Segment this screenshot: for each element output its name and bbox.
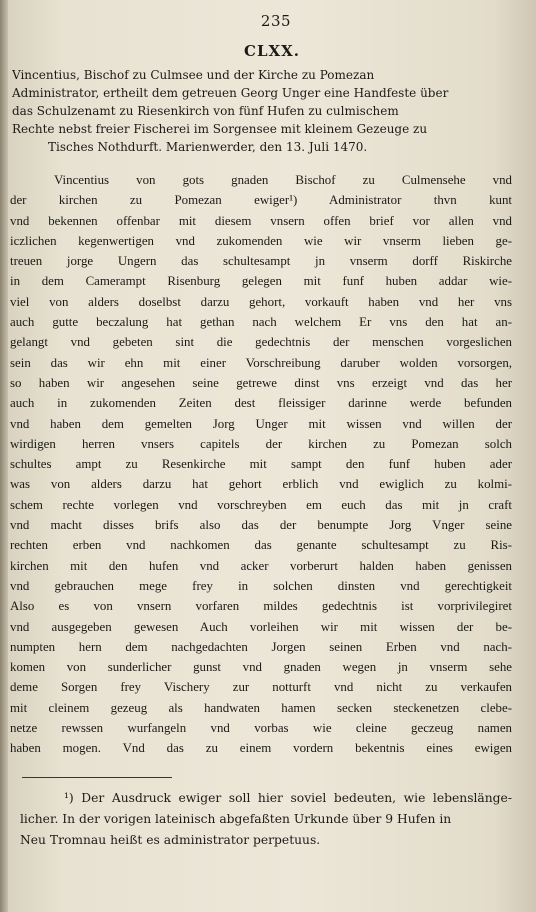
footnote xyxy=(10,788,512,851)
document-number: CLXX. xyxy=(244,42,300,60)
footnote-line: ¹) Der Ausdruck ewiger soll hier soviel bedeuten, wie lebenslänge- xyxy=(64,790,512,805)
footnote-line: Neu Tromnau heißt es administrator perpetuus. xyxy=(20,832,321,847)
charter-line: vnd gebrauchen mege frey in solchen dinsten vnd gerechtigkeit xyxy=(10,578,512,593)
summary-line: Tisches Nothdurft. Marienwerder, den 13. Juli 1470. xyxy=(48,140,368,154)
charter-line: der kirchen zu Pomezan ewiger¹) Administrator thvn kunt xyxy=(10,193,512,208)
summary-line: Administrator, ertheilt dem getreuen Georg Unger eine Handfeste über xyxy=(12,86,449,100)
charter-line: gelangt vnd gebeten sint die gedechtnis der menschen vorgeslichen xyxy=(10,335,512,350)
summary-line: Vincentius, Bischof zu Culmsee und der Kirche zu Pomezan xyxy=(12,68,375,82)
charter-line: vnd haben dem gemelten Jorg Unger mit wissen vnd willen der xyxy=(10,416,512,431)
charter-line: haben mogen. Vnd das zu einem vordern bekentnis eines ewigen xyxy=(10,741,512,756)
charter-line: so haben wir angesehen seine getrewe dinst vns erzeigt vnd das her xyxy=(10,375,512,390)
charter-line: auch gutte beczalung hat gethan nach welchem Er vns den hat an- xyxy=(10,315,512,330)
footnote-line: licher. In der vorigen lateinisch abgefaßten Urkunde über 9 Hufen in xyxy=(20,811,452,826)
charter-line: komen von sunderlicher gunst vnd gnaden wegen jn vnserm sehe xyxy=(10,660,512,675)
charter-line: rechten erben vnd nachkomen das genante schultesampt zu Ris- xyxy=(10,538,512,553)
charter-line: in dem Camerampt Risenburg gelegen mit funf huben addar wie- xyxy=(10,274,512,289)
charter-text xyxy=(10,170,512,759)
charter-line: auch in zukomenden Zeiten dest fleissiger darinne werde befunden xyxy=(10,396,512,411)
charter-line: iczlichen kegenwertigen vnd zukomenden wie wir vnserm lieben ge- xyxy=(10,233,512,248)
charter-line: treuen jorge Ungern das schultesampt jn vnserm dorff Riskirche xyxy=(10,254,512,269)
charter-line: schem rechte vorlegen vnd vorschreyben em euch das mit jn craft xyxy=(10,497,512,512)
charter-line: wirdigen herren vnsers capitels der kirchen zu Pomezan solch xyxy=(10,436,512,451)
charter-line: Vincentius von gots gnaden Bischof zu Culmensehe vnd xyxy=(54,173,512,187)
charter-line: viel von alders doselbst darzu gehort, vorkauft haben vnd her vns xyxy=(10,294,512,309)
page-spine-shadow xyxy=(0,0,8,912)
document-summary xyxy=(10,66,512,156)
summary-line: das Schulzenamt zu Riesenkirch von fünf Hufen zu culmischem xyxy=(12,104,399,118)
charter-line: mit cleinem gezeug als handwaten hamen secken steckenetzen clebe- xyxy=(10,700,512,715)
charter-line: vnd bekennen offenbar mit diesem vnsern offen brief vor allen vnd xyxy=(10,213,512,228)
charter-line: sein das wir ehn mit einer Vorschreibung daruber wolden vorsorgen, xyxy=(10,355,512,370)
charter-line: numpten hern dem nachgedachten Jorgen seinen Erben vnd nach- xyxy=(10,639,512,654)
charter-line: vnd ausgegeben gewesen Auch vorleihen wir mit wissen der be- xyxy=(10,619,512,634)
footnote-rule xyxy=(22,777,172,778)
summary-line: Rechte nebst freier Fischerei im Sorgensee mit kleinem Gezeuge zu xyxy=(12,122,428,136)
charter-line: deme Sorgen frey Vischery zur notturft vnd nicht zu verkaufen xyxy=(10,680,512,695)
charter-line: vnd macht disses brifs also das der benumpte Jorg Vnger seine xyxy=(10,518,512,533)
charter-line: netze rewssen wurfangeln vnd vorbas wie cleine geczeug namen xyxy=(10,721,512,736)
charter-line: was von alders darzu hat gehort erblich vnd ewiglich zu kolmi- xyxy=(10,477,512,492)
charter-line: Also es von vnsern vorfaren mildes gedechtnis ist vorprivilegiret xyxy=(10,599,512,614)
charter-line: kirchen mit den hufen vnd acker vorberurt halden haben genissen xyxy=(10,558,512,573)
page-number: 235 xyxy=(260,12,292,30)
charter-line: schultes ampt zu Resenkirche mit sampt den funf huben ader xyxy=(10,457,512,472)
